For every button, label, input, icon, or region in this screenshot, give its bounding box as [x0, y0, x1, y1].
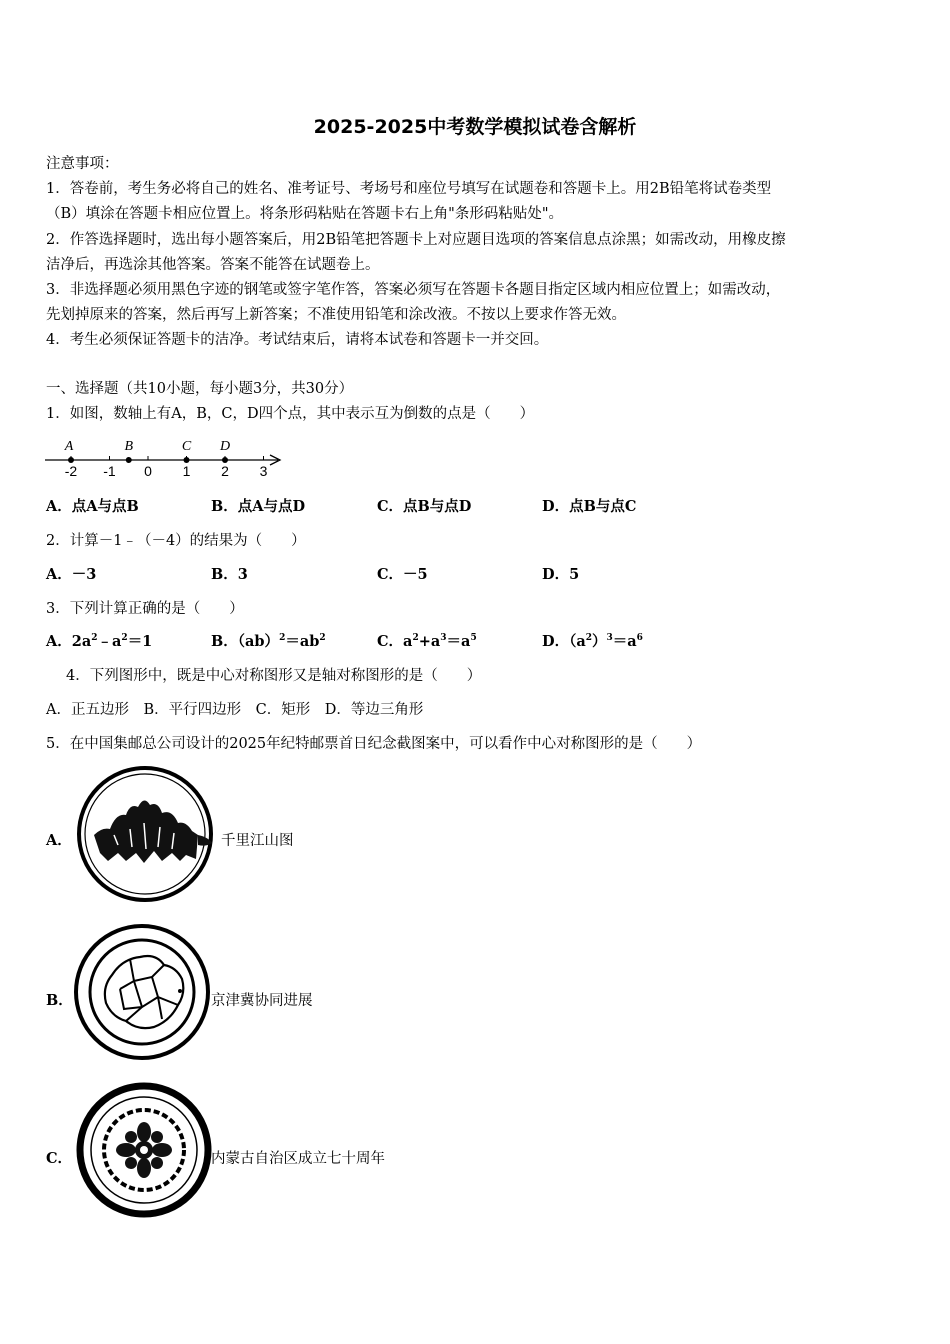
expr-part: ＝a	[446, 633, 471, 650]
number-line-point	[126, 457, 132, 463]
option-letter: C．	[46, 1150, 73, 1167]
expr-part: ﹣a	[97, 633, 122, 650]
question-5-option-b[interactable]	[46, 923, 646, 1063]
exponent: 2	[412, 633, 419, 644]
option-c[interactable]: C．－5	[377, 566, 428, 583]
option-d[interactable]: D．5	[542, 566, 580, 583]
number-line-point-label: B	[124, 439, 134, 454]
number-line-figure	[40, 434, 290, 480]
expr-part: ＝ab	[285, 633, 320, 650]
notice-line: （B）填涂在答题卡相应位置上。将条形码粘贴在答题卡右上角"条形码粘贴处"。	[46, 206, 563, 222]
section-heading: 一、选择题（共10小题，每小题3分，共30分）	[46, 381, 354, 397]
expr-part: +a	[418, 633, 441, 650]
notice-line: 2．作答选择题时，选出每小题答案后，用2B铅笔把答题卡上对应题目选项的答案信息点涂黑；如需改动，用橡皮擦	[46, 232, 786, 248]
exponent: 3	[606, 633, 613, 644]
option-a[interactable]: A．点A与点B	[46, 498, 139, 515]
option-b[interactable]: B．点A与点D	[211, 498, 306, 515]
option-caption: 京津冀协同进展	[211, 993, 313, 1009]
notice-line: 3．非选择题必须用黑色字迹的钢笔或签字笔作答，答案必须写在答题卡各题目指定区域内相应位置上；如需改动，	[46, 282, 781, 298]
option-label: B．	[211, 633, 238, 650]
exponent: 5	[470, 633, 477, 644]
map-stamp-icon	[72, 923, 212, 1061]
number-line-tick-label: 0	[144, 463, 152, 479]
expr-part: a	[403, 633, 413, 650]
expr-part: ＝a	[612, 633, 637, 650]
option-letter: B．	[46, 992, 73, 1009]
question-4-stem: 4．下列图形中，既是中心对称图形又是轴对称图形的是（ ）	[66, 668, 482, 684]
question-5-option-a[interactable]	[46, 765, 646, 905]
exponent: 2	[121, 633, 128, 644]
option-caption: 内蒙古自治区成立七十周年	[211, 1151, 385, 1167]
exponent: 6	[636, 633, 643, 644]
exponent: 2	[585, 633, 592, 644]
number-line-tick-label: 1	[182, 463, 191, 479]
number-line-point	[184, 457, 190, 463]
question-5-stem: 5．在中国集邮总公司设计的2025年纪特邮票首日纪念截图案中，可以看作中心对称图形的是（ ）	[46, 736, 702, 752]
expr-part: （a	[569, 633, 586, 650]
number-line-point-label: C	[181, 439, 192, 454]
number-line-tick-label: -2	[64, 463, 78, 479]
option-label: A．	[46, 633, 72, 650]
exponent: 2	[319, 633, 326, 644]
question-4-options[interactable]: A．正五边形 B．平行四边形 C．矩形 D．等边三角形	[46, 702, 424, 718]
question-2-stem: 2．计算－1﹣（－4）的结果为（ ）	[46, 533, 306, 549]
option-a[interactable]: A．－3	[46, 566, 97, 583]
option-d[interactable]	[542, 630, 643, 651]
option-letter: A．	[46, 832, 72, 849]
landscape-stamp-icon	[74, 765, 220, 903]
option-caption: 千里江山图	[221, 833, 294, 849]
expr-part: （ab）	[237, 633, 280, 650]
option-b[interactable]	[211, 630, 326, 651]
number-line-tick-label: 3	[259, 463, 268, 479]
page-title: 2025-2025中考数学模拟试卷含解析	[313, 116, 637, 138]
notice-line: 1．答卷前，考生务必将自己的姓名、准考证号、考场号和座位号填写在试题卷和答题卡上。用2B铅笔将试卷类型	[46, 181, 772, 197]
question-1-stem: 1．如图，数轴上有A，B，C，D四个点，其中表示互为倒数的点是（ ）	[46, 406, 535, 422]
expr-part: ＝1	[127, 633, 153, 650]
flower-stamp-icon	[74, 1082, 214, 1218]
number-line-tick-label: 2	[221, 463, 229, 479]
option-c[interactable]: C．点B与点D	[377, 498, 472, 515]
number-line-point	[222, 457, 228, 463]
notice-heading: 注意事项：	[46, 156, 119, 172]
number-line-point-label: D	[219, 439, 231, 454]
question-5-option-c[interactable]	[46, 1080, 646, 1220]
exponent: 3	[440, 633, 447, 644]
exponent: 2	[91, 633, 98, 644]
exponent: 2	[279, 633, 286, 644]
expr-part: ）	[592, 633, 607, 650]
option-d[interactable]: D．点B与点C	[542, 498, 637, 515]
number-line-point-label: A	[64, 439, 74, 454]
number-line-point	[68, 457, 74, 463]
option-c[interactable]	[377, 630, 477, 651]
notice-line: 洁净后，再选涂其他答案。答案不能答在试题卷上。	[46, 257, 380, 273]
number-line-tick-label: -1	[103, 463, 116, 479]
option-label: D．	[542, 633, 570, 650]
option-a[interactable]	[46, 630, 152, 651]
notice-line: 4．考生必须保证答题卡的洁净。考试结束后，请将本试卷和答题卡一并交回。	[46, 332, 549, 348]
expr-part: 2a	[71, 633, 92, 650]
notice-line: 先划掉原来的答案，然后再写上新答案；不准使用铅笔和涂改液。不按以上要求作答无效。	[46, 307, 626, 323]
option-label: C．	[377, 633, 404, 650]
option-b[interactable]: B．3	[211, 566, 248, 583]
question-3-stem: 3．下列计算正确的是（ ）	[46, 601, 244, 617]
